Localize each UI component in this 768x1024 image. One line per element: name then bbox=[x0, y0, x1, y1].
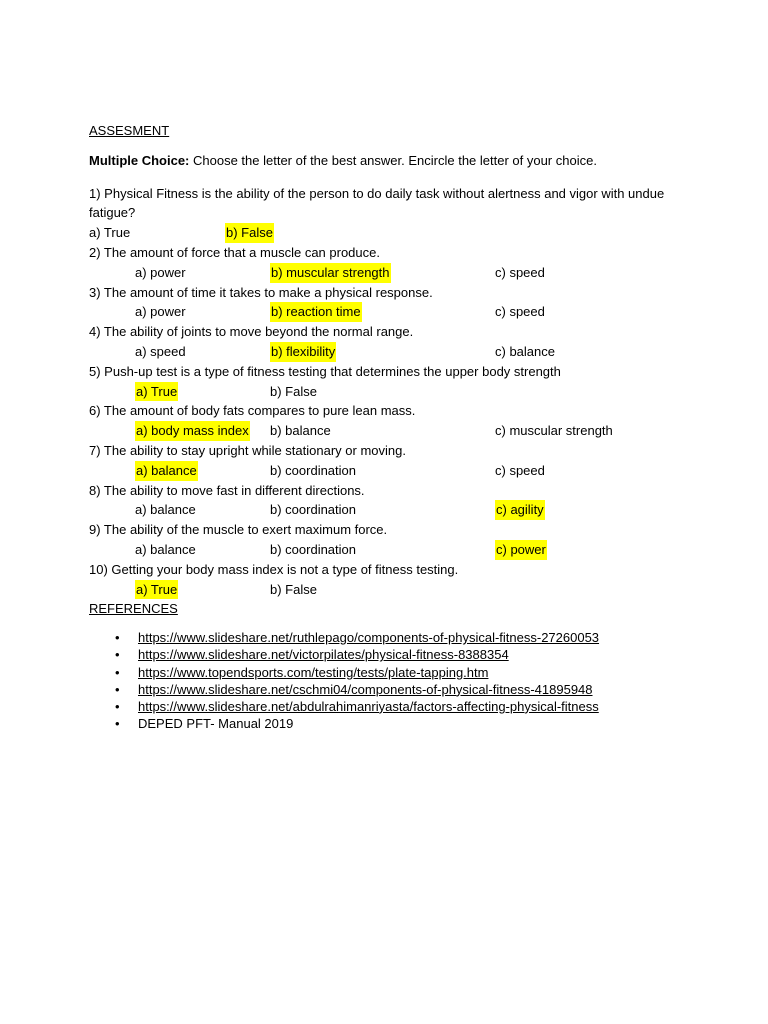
reference-list bbox=[89, 629, 689, 732]
question-text: 2) The amount of force that a muscle can produce. bbox=[89, 244, 380, 260]
answer-option[interactable]: b) False bbox=[270, 383, 317, 399]
answer-option[interactable]: a) True bbox=[89, 225, 131, 241]
question-block bbox=[89, 243, 689, 283]
answer-option[interactable]: c) balance bbox=[495, 343, 555, 359]
reference-item bbox=[89, 715, 689, 732]
bullet-icon: • bbox=[115, 647, 120, 663]
answer-option[interactable]: a) power bbox=[135, 264, 186, 280]
answer-options bbox=[89, 540, 689, 560]
reference-link[interactable]: https://www.slideshare.net/ruthlepago/components-of-physical-fitness-27260053 bbox=[138, 630, 600, 646]
answer-option[interactable]: b) coordination bbox=[270, 502, 356, 518]
bullet-icon: • bbox=[115, 630, 120, 646]
answer-option[interactable]: a) power bbox=[135, 304, 186, 320]
reference-item bbox=[89, 664, 689, 681]
reference-link[interactable]: https://www.slideshare.net/cschmi04/components-of-physical-fitness-41895948 bbox=[138, 681, 593, 697]
question-block bbox=[89, 322, 689, 362]
answer-option-highlighted[interactable]: a) balance bbox=[135, 461, 198, 481]
assessment-heading: ASSESMENT bbox=[89, 123, 170, 138]
answer-option-highlighted[interactable]: b) reaction time bbox=[270, 302, 362, 322]
reference-item bbox=[89, 698, 689, 715]
bullet-icon: • bbox=[115, 716, 120, 732]
answer-option-highlighted[interactable]: b) False bbox=[225, 223, 274, 243]
question-text: 6) The amount of body fats compares to pure lean mass. bbox=[89, 403, 416, 419]
question-text: 4) The ability of joints to move beyond the normal range. bbox=[89, 324, 414, 340]
question-block bbox=[89, 560, 689, 600]
question-list bbox=[89, 184, 689, 600]
answer-option-highlighted[interactable]: c) power bbox=[495, 540, 547, 560]
answer-option-highlighted[interactable]: b) flexibility bbox=[270, 342, 336, 362]
question-text: 3) The amount of time it takes to make a physical response. bbox=[89, 284, 433, 300]
answer-options bbox=[89, 263, 689, 283]
answer-option-highlighted[interactable]: a) True bbox=[135, 382, 178, 402]
answer-options bbox=[89, 382, 689, 402]
bullet-icon: • bbox=[115, 664, 120, 680]
answer-options bbox=[89, 461, 689, 481]
answer-option[interactable]: b) balance bbox=[270, 423, 331, 439]
instructions-text: Choose the letter of the best answer. Encircle the letter of your choice. bbox=[189, 152, 597, 168]
question-block bbox=[89, 441, 689, 481]
question-text: 9) The ability of the muscle to exert maximum force. bbox=[89, 522, 388, 538]
instructions-label: Multiple Choice: bbox=[89, 152, 190, 168]
answer-options bbox=[89, 500, 689, 520]
question-text: 5) Push-up test is a type of fitness testing that determines the upper body strength bbox=[89, 363, 561, 379]
reference-link[interactable]: https://www.slideshare.net/victorpilates/physical-fitness-8388354 bbox=[138, 647, 509, 663]
answer-option-highlighted[interactable]: a) True bbox=[135, 580, 178, 600]
question-block bbox=[89, 184, 689, 243]
reference-text: DEPED PFT- Manual 2019 bbox=[138, 716, 294, 732]
answer-option[interactable]: c) muscular strength bbox=[495, 423, 613, 439]
question-block bbox=[89, 481, 689, 521]
answer-option[interactable]: b) coordination bbox=[270, 462, 356, 478]
question-text: 10) Getting your body mass index is not a type of fitness testing. bbox=[89, 561, 459, 577]
question-block bbox=[89, 520, 689, 560]
answer-options bbox=[89, 342, 689, 362]
bullet-icon: • bbox=[115, 681, 120, 697]
answer-option[interactable]: a) speed bbox=[135, 343, 186, 359]
question-block bbox=[89, 283, 689, 323]
reference-link[interactable]: https://www.topendsports.com/testing/tests/plate-tapping.htm bbox=[138, 664, 489, 680]
question-block bbox=[89, 362, 689, 402]
answer-option-highlighted[interactable]: a) body mass index bbox=[135, 421, 250, 441]
answer-option[interactable]: b) False bbox=[270, 581, 317, 597]
instructions bbox=[89, 151, 689, 171]
answer-option[interactable]: c) speed bbox=[495, 304, 545, 320]
bullet-icon: • bbox=[115, 698, 120, 714]
answer-option[interactable]: c) speed bbox=[495, 264, 545, 280]
answer-option-highlighted[interactable]: b) muscular strength bbox=[270, 263, 391, 283]
question-text: 8) The ability to move fast in different directions. bbox=[89, 482, 365, 498]
question-text: 7) The ability to stay upright while stationary or moving. bbox=[89, 442, 406, 458]
reference-item bbox=[89, 646, 689, 663]
answer-options bbox=[89, 421, 689, 441]
answer-option[interactable]: a) balance bbox=[135, 502, 196, 518]
answer-option-highlighted[interactable]: c) agility bbox=[495, 500, 545, 520]
references-title: REFERENCES bbox=[89, 601, 178, 617]
reference-link[interactable]: https://www.slideshare.net/abdulrahimanriyasta/factors-affecting-physical-fitness bbox=[138, 698, 599, 714]
answer-options bbox=[89, 302, 689, 322]
question-text: 1) Physical Fitness is the ability of the person to do daily task without alertness and vigor with undue fatigue? bbox=[89, 185, 665, 221]
reference-item bbox=[89, 629, 689, 646]
assessment-content bbox=[89, 121, 689, 732]
answer-option[interactable]: a) balance bbox=[135, 541, 196, 557]
answer-options bbox=[89, 223, 689, 243]
reference-item bbox=[89, 681, 689, 698]
answer-option[interactable]: b) coordination bbox=[270, 541, 356, 557]
question-block bbox=[89, 401, 689, 441]
answer-option[interactable]: c) speed bbox=[495, 462, 545, 478]
answer-options bbox=[89, 580, 689, 600]
